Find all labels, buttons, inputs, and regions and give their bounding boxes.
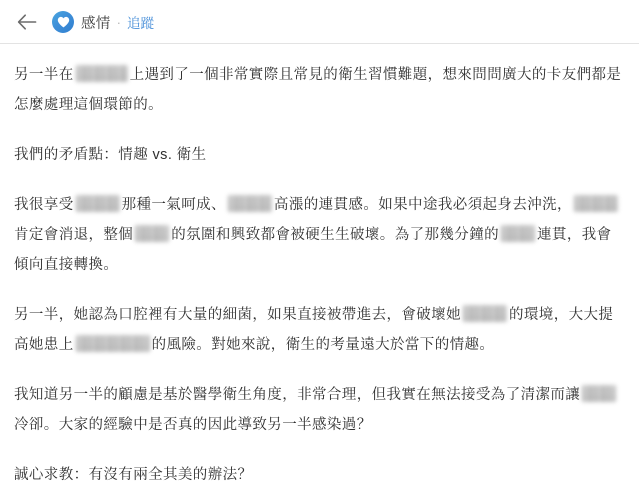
arrow-left-icon [17, 14, 37, 30]
post-text: 我很享受 [14, 197, 74, 213]
post-text: 的氛圍和興致都會被硬生生破壞。為了那幾分鐘的 [171, 227, 500, 243]
post-paragraph [14, 300, 625, 360]
board-name[interactable]: 感情 [81, 15, 111, 32]
post-text: 上遇到了一個非常實際且常見的衛生習慣難題，想來問問廣大的卡友們都是怎麼處理這個環節的。 [14, 67, 622, 113]
header-separator: · [116, 14, 121, 30]
censored-text-block [76, 195, 120, 212]
heart-logo-icon [52, 11, 74, 33]
post-text: 另一半，她認為口腔裡有大量的細菌，如果直接被帶進去，會破壞她 [14, 307, 461, 323]
censored-text-block [463, 305, 507, 322]
censored-text-block [228, 195, 272, 212]
censored-text-block [501, 225, 535, 242]
censored-text-block [76, 65, 128, 82]
post-text: 那種一氣呵成、 [121, 197, 226, 213]
post-text: 另一半在 [14, 67, 74, 83]
censored-text-block [582, 385, 616, 402]
post-paragraph [14, 140, 625, 170]
post-text: 我知道另一半的顧慮是基於醫學衛生角度，非常合理，但我實在無法接受為了清潔而讓 [14, 387, 581, 403]
censored-text-block [574, 195, 618, 212]
post-paragraph [14, 190, 625, 280]
post-text: 誠心求教：有沒有兩全其美的辦法？ [14, 467, 253, 483]
post-text: 冷卻。大家的經驗中是否真的因此導致另一半感染過？ [14, 417, 372, 433]
post-body [0, 44, 639, 490]
post-paragraph [14, 60, 625, 120]
post-text: 我們的矛盾點：情趣 vs. 衛生 [14, 147, 207, 163]
post-paragraph [14, 460, 625, 490]
header-divider [0, 43, 639, 44]
post-text: 高漲的連貫感。如果中途我必須起身去沖洗， [273, 197, 572, 213]
censored-text-block [135, 225, 169, 242]
post-header [0, 0, 639, 44]
censored-text-block [76, 335, 150, 352]
post-text: 的風險。對她來說，衛生的考量遠大於當下的情趣。 [151, 337, 495, 353]
post-paragraph [14, 380, 625, 440]
follow-button[interactable]: 追蹤 [126, 16, 154, 31]
post-text: 的環境，大大提高她患上 [14, 307, 614, 353]
back-button[interactable] [14, 9, 40, 35]
post-text: 肯定會消退，整個 [14, 227, 134, 243]
post-text: 連貫，我會傾向直接轉換。 [14, 227, 612, 273]
